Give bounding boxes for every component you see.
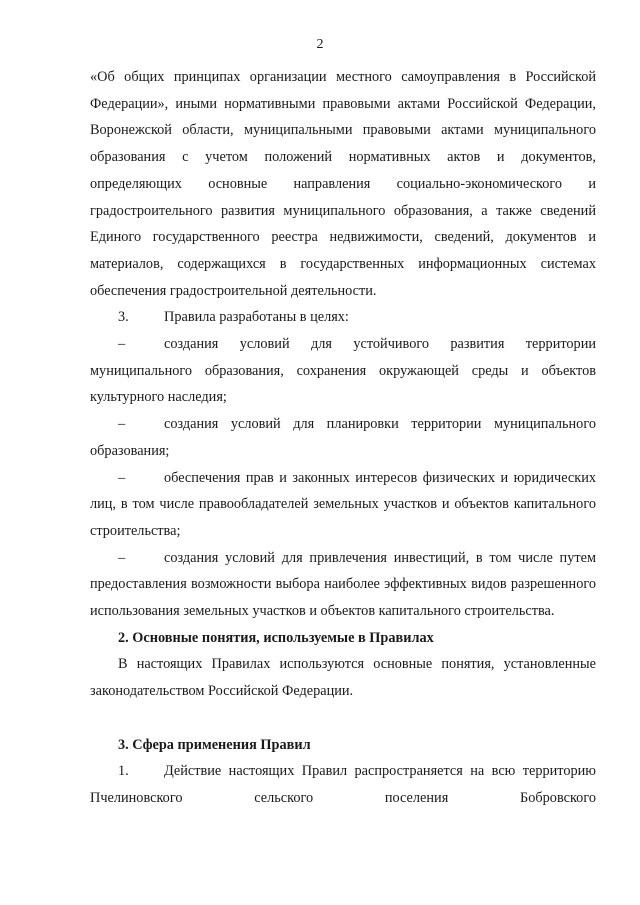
list-item-text: обеспечения прав и законных интересов физических и юридических лиц, в том числе правообладателей земельных участков и объектов капитального строительства; <box>90 469 596 539</box>
list-item <box>90 411 596 464</box>
paragraph-goals-text: Правила разработаны в целях: <box>164 309 349 326</box>
list-item <box>90 545 596 625</box>
list-item-text: создания условий для планировки территории муниципального образования; <box>90 416 596 459</box>
section-heading: 3. Сфера применения Правил <box>118 736 311 753</box>
spacer <box>90 705 596 732</box>
list-item-text: создания условий для привлечения инвестиций, в том числе путем предоставления возможности выбора наиболее эффективных видов разрешенного использования земельных участков и объектов капитального строительства. <box>90 549 596 620</box>
document-body <box>90 64 596 812</box>
dash-marker: – <box>118 336 126 353</box>
paragraph-number: 3. <box>118 309 129 326</box>
paragraph-number: 1. <box>118 763 129 780</box>
list-item <box>90 331 596 411</box>
list-item-text: создания условий для устойчивого развития территории муниципального образования, сохранения окружающей среды и объектов культурного наследия; <box>90 336 596 406</box>
paragraph-intro: «Об общих принципах организации местного самоуправления в Российской Федерации», иными нормативными правовыми актами Российской Федерации, Воронежской области, муниципальными правовыми актами муниципального образования с учетом положений нормативных актов и документов, определяющих основные направления социально-экономического и градостроительного развития муниципального образования, а также сведений Единого государственного реестра недвижимости, сведений, документов и материалов, содержащихся в государственных информационных системах обеспечения градостроительной деятельности. <box>90 69 596 299</box>
section2-paragraph: В настоящих Правилах используются основные понятия, установленные законодательством Российской Федерации. <box>90 656 596 700</box>
section3-paragraph-text: Действие настоящих Правил распространяется на всю территорию Пчелиновского сельского поселения Бобровского <box>90 763 596 806</box>
paragraph-goals <box>90 304 596 331</box>
dash-marker: – <box>118 549 126 566</box>
dash-marker: – <box>118 469 126 486</box>
list-item <box>90 465 596 545</box>
page-number: 2 <box>316 37 324 52</box>
section-heading: 2. Основные понятия, используемые в Правилах <box>118 629 434 646</box>
section3-paragraph <box>90 758 596 811</box>
dash-marker: – <box>118 416 126 433</box>
